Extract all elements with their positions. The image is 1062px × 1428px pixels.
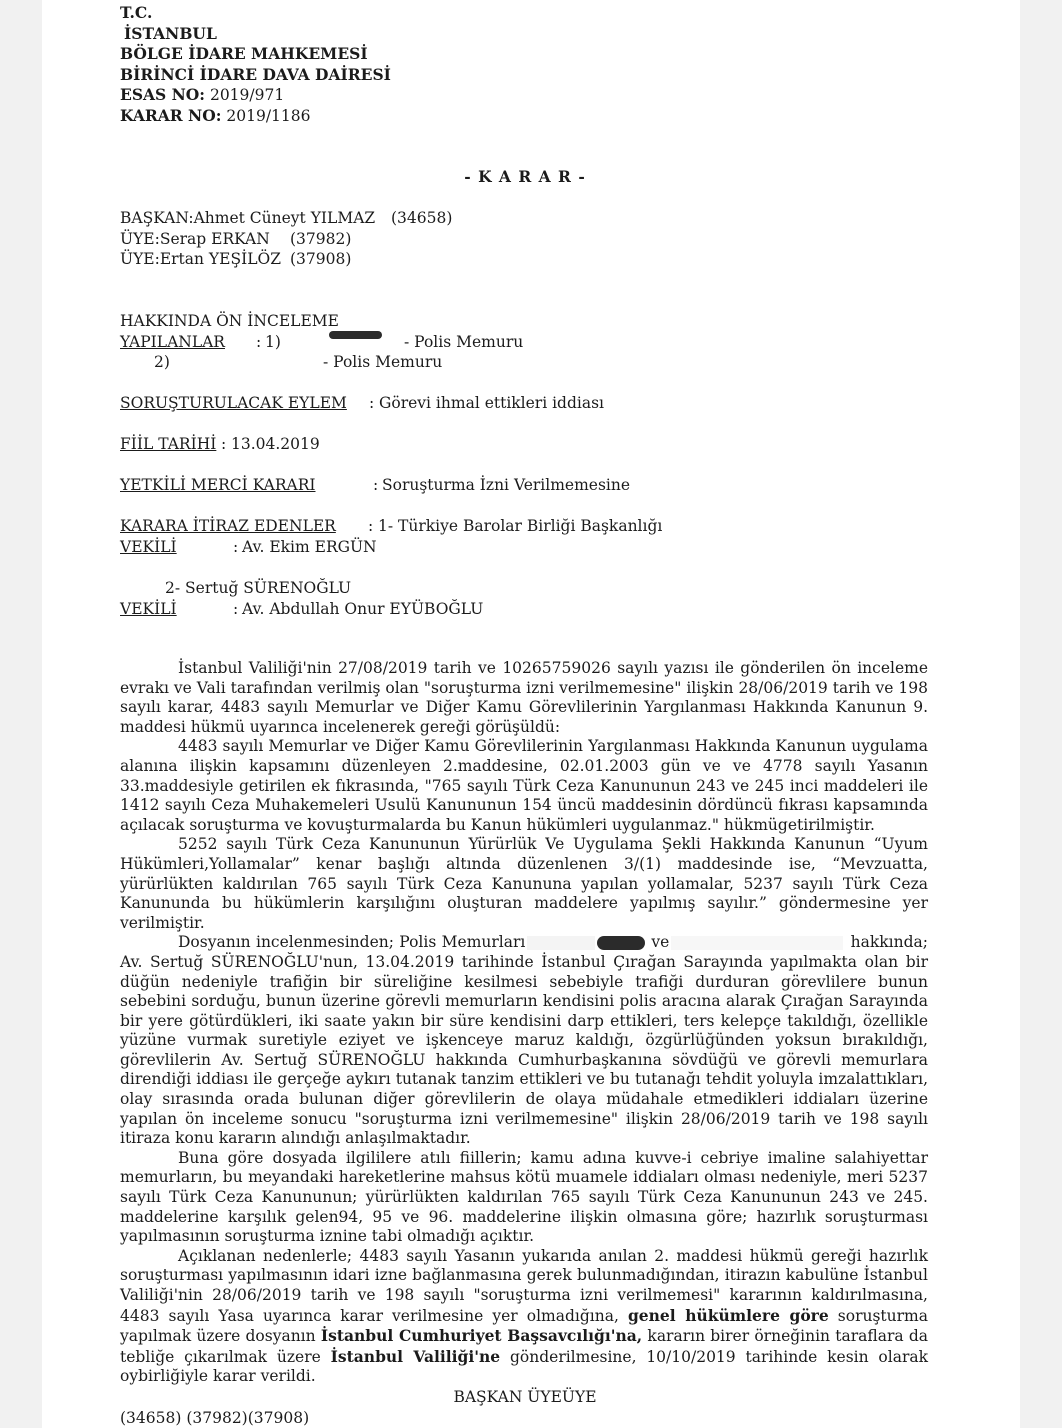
paragraph-6-start: Açıklanan nedenlerle; 4483 sayılı Yasanın yukarıda anılan 2. maddesi hükmü gereği hazırlık soruşturması yapılmasının idari izne bağlanmasına gerek bulunmadığından, itirazın kabulüne İstanbul Valiliği'nin 28/06/2019 tarih ve 198 sayılı "soruşturma izni verilmemesi" kararının kaldırılmasına, 4483 sayılı Yasa uyarınca karar verilmesine yer olmadığına, xyxy=(120,1246,928,1325)
fiil-colon: : xyxy=(221,435,227,453)
paragraph-6 xyxy=(120,1247,928,1387)
paragraph-5: Buna göre dosyada ilgililere atılı fiillerin; kamu adına kuvve-i cebriye imaline salahiyettar memurların, bu meyandaki hareketlerine mahsus kötü muamele iddiaları olması nedeniyle, meri 5237 sayılı Türk Ceza Kanununun; yürürlükten kaldırılan 765 sayılı Türk Ceza Kanununun 243 ve 245. maddelerine karşılık gelen94, 95 ve 96. maddelerine ilişkin olmasına göre; hazırlık soruşturması yapılmasının soruşturma iznine tabi olmadığı açıktır. xyxy=(120,1148,928,1246)
decision-title: - K A R A R - xyxy=(464,167,586,186)
signature-roles: BAŞKAN ÜYEÜYE xyxy=(453,1388,597,1406)
panel-uye1-no: (37982) xyxy=(290,230,352,248)
vekil1-label: VEKİLİ xyxy=(120,538,177,556)
item2-number: 2) xyxy=(154,353,170,371)
paragraph-4-rest: hakkında; Av. Sertuğ SÜRENOĞLU'nun, 13.04.2019 tarihinde İstanbul Çırağan Sarayında yapılmakta olan bir düğün nedeniyle trafiğin bir süreliğine kesilmesi sebebiyle trafiği durduran görevlilere bunun sebebini sorduğu, bunun üzerine görevli memurların kendisini polis aracına alarak Çırağan Sarayında bir yere götürdükleri, iki saate yakın bir süre kendisini darp ettikleri, ters kelepçe takıldığı, özellikle yüzüne vurmak suretiyle eziyet ve işkenceye maruz kaldığı, özgürlüğünden yoksun bırakıldığı, görevlilerin Av. Sertuğ SÜRENOĞLU hakkında Cumhurbaşkanına sövdüğü ve görevli memurlara direndiği iddiası ile gerçeğe aykırı tutanak tanzim ettikleri ve bu tutanağı tehdit yoluyla imzalattıkları, olay sırasında orada bulunan diğer görevlilerin de olaya müdahale etmedikleri iddiaları üzerine yapılan ön inceleme sonucu "soruşturma izni verilmemesine" ilişkin 28/06/2019 tarih ve 198 sayılı itiraza konu kararın alındığı anlaşılmaktadır. xyxy=(120,933,928,1148)
itiraz2-value: 2- Sertuğ SÜRENOĞLU xyxy=(165,579,352,597)
karar-no xyxy=(120,106,311,126)
panel-uye2: ÜYE:Ertan YEŞİLÖZ xyxy=(120,250,281,268)
esas-label: ESAS NO: xyxy=(120,85,206,104)
paragraph-6-mid-1: soruşturma yapılmak üzere dosyanın xyxy=(120,1306,928,1346)
karar-value: 2019/1186 xyxy=(226,107,311,125)
merci-colon: : xyxy=(373,476,379,494)
eylem-colon: : xyxy=(369,394,375,412)
item2-value: - Polis Memuru xyxy=(323,353,443,371)
fiil-label: FİİL TARİHİ xyxy=(120,435,217,453)
itiraz-value: 1- Türkiye Barolar Birliği Başkanlığı xyxy=(378,517,663,535)
merci-label: YETKİLİ MERCİ KARARI xyxy=(120,476,316,494)
redacted-name-3 xyxy=(671,936,843,950)
header-tc: T.C. xyxy=(120,3,153,22)
redacted-name-1 xyxy=(527,936,595,950)
item1-value: - Polis Memuru xyxy=(404,333,524,351)
paragraph-4-and: ve xyxy=(651,933,670,952)
paragraph-6-bold-1: genel hükümlere göre xyxy=(627,1305,829,1325)
paragraph-4 xyxy=(120,933,928,1149)
item1-number: 1) xyxy=(265,333,281,351)
eylem-label: SORUŞTURULACAK EYLEM xyxy=(120,394,347,412)
paragraph-6-end: gönderilmesine, 10/10/2019 tarihinde kesin olarak oybirliğiyle karar verildi. xyxy=(120,1347,928,1386)
paragraph-2: 4483 sayılı Memurlar ve Diğer Kamu Görevlilerinin Yargılanması Hakkında Kanunun uygulama alanına ilişkin kapsamını düzenleyen 2.maddesine, 02.01.2003 gün ve ve 4778 sayılı Yasanın 33.maddesiyle getirilen ek fıkrasında, "765 sayılı Türk Ceza Kanununun 243 ve 245 inci maddeleri ile 1412 sayılı Ceza Muhakemeleri Usulü Kanununun 154 üncü maddesinin dördüncü fıkrası kapsamında açılacak soruşturma ve kovuşturmalarda bu Kanun hükümleri uygulanmaz." hükmügetirilmiştir. xyxy=(120,737,928,834)
itiraz-colon: : xyxy=(368,517,374,535)
esas-value: 2019/971 xyxy=(209,86,285,104)
merci-value: Soruşturma İzni Verilmemesine xyxy=(382,476,631,494)
paragraph-1: İstanbul Valiliği'nin 27/08/2019 tarih ve 10265759026 sayılı yazısı ile gönderilen ön inceleme evrakı ve Vali tarafından verilmiş olan "soruşturma izni verilmemesine" ilişkin 28/06/2019 tarih ve 198 sayılı karar, 4483 sayılı Memurlar ve Diğer Kamu Görevlilerinin Yargılanması Hakkında Kanunun 9. maddesi hükmü uyarınca incelenerek gereği görüşüldü: xyxy=(120,659,928,736)
paragraph-4-start: Dosyanın incelenmesinden; Polis Memurları xyxy=(178,933,526,952)
hakkinda-label: HAKKINDA ÖN İNCELEME xyxy=(120,312,339,330)
header-chamber: BİRİNCİ İDARE DAVA DAİRESİ xyxy=(120,65,391,84)
vekil2-colon: : xyxy=(233,600,239,618)
paragraph-6-mid-2: kararın birer örneğinin taraflara da tebliğe çıkarılmak üzere xyxy=(120,1327,928,1366)
signature-numbers: (34658) (37982)(37908) xyxy=(120,1409,310,1427)
paragraph-6-bold-3: İstanbul Valiliği'ne xyxy=(330,1346,501,1366)
yapilanlar-colon: : xyxy=(256,333,262,351)
vekil1-value: Av. Ekim ERGÜN xyxy=(242,538,377,556)
panel-baskan-no: (34658) xyxy=(391,209,453,227)
fiil-value: 13.04.2019 xyxy=(231,435,320,453)
paragraph-3: 5252 sayılı Türk Ceza Kanununun Yürürlük Ve Uygulama Şekli Hakkında Kanunun “Uyum Hükümleri,Yollamalar” kenar başlığı altında düzenlenen 3/(1) maddesinde ise, “Mevzuatta, yürürlükten kaldırılan 765 sayılı Türk Ceza Kanununa yapılan yollamalar, 5237 sayılı Türk Ceza Kanununda bu hükümlerin karşılığını oluşturan maddelere yapılmış sayılır.” göndermesine yer verilmiştir. xyxy=(120,835,928,932)
vekil2-value: Av. Abdullah Onur EYÜBOĞLU xyxy=(242,600,484,618)
panel-uye1: ÜYE:Serap ERKAN xyxy=(120,230,270,248)
itiraz-label: KARARA İTİRAZ EDENLER xyxy=(120,517,336,535)
paragraph-6-bold-2: İstanbul Cumhuriyet Başsavcılığı'na, xyxy=(320,1326,643,1346)
header-court: BÖLGE İDARE MAHKEMESİ xyxy=(120,44,368,63)
vekil1-colon: : xyxy=(233,538,239,556)
redacted-name-2 xyxy=(597,936,645,950)
panel-baskan: BAŞKAN:Ahmet Cüneyt YILMAZ xyxy=(120,209,376,227)
esas-no xyxy=(120,85,284,105)
document-page xyxy=(42,0,1020,1428)
body-text xyxy=(120,659,928,1387)
vekil2-label: VEKİLİ xyxy=(120,600,177,618)
yapilanlar-label: YAPILANLAR xyxy=(120,333,225,351)
redaction-mark xyxy=(329,331,382,339)
karar-label: KARAR NO: xyxy=(120,106,222,125)
panel-uye2-no: (37908) xyxy=(290,250,352,268)
header-city: İSTANBUL xyxy=(124,24,217,43)
eylem-value: Görevi ihmal ettikleri iddiası xyxy=(379,394,605,412)
